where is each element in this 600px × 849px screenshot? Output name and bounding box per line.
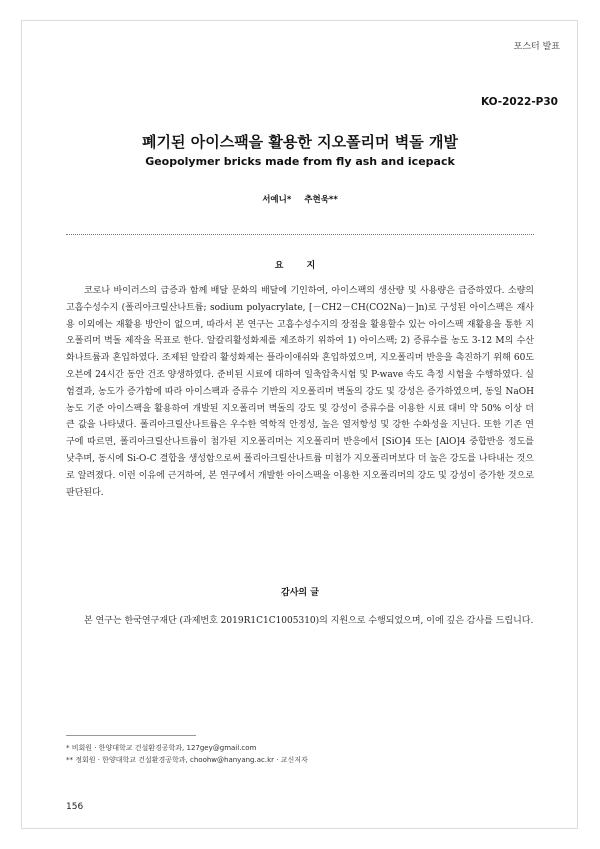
footnote: ** 정회원 · 한양대학교 건설환경공학과, choohw@hanyang.ac.kr · 교신저자 <box>66 756 308 764</box>
author-name: 추현욱** <box>304 195 338 205</box>
abstract-body: 코로나 바이러스의 급증과 함께 배달 문화의 배달에 기인하여, 아이스팩의 생산량 및 사용량은 급증하였다. 소량의 고흡수성수지 (폴리아크릴산나트륨; sodium polyacrylate, [－CH2－CH(CO2Na)－]n)로 구성된 아이스팩은 재사용 이외에는 재활용 방안이 없으며, 따라서 본 연구는 고흡수성수지의 장점을 활용할수 있는 아이스팩 재활용을 통한 지오폴리머 벽돌 제작을 목표로 한다. 알칼리활성화제를 제조하기 위하여 1) 아이스팩; 2) 증류수를 농도 3-12 M의 수산화나트륨과 혼입하였다. 조제된 알칼리 활성화제는 플라이애쉬와 혼입하였으며, 지오폴리머 반응을 촉진하기 위해 60도 오븐에 24시간 동안 건조 양생하였다. 준비된 시료에 대하여 일축압축시험 및 P-wave 속도 측정 시험을 수행하였다. 실험결과, 농도가 증가함에 따라 아이스팩과 증류수 기반의 지오폴리머 벽돌의 강도 및 강성은 증가하였으며, 동일 NaOH 농도 기준 아이스팩을 활용하여 개발된 지오폴리머 벽돌의 강도 및 강성이 증류수를 이용한 시료 대비 약 50% 이상 더 큰 값을 나타냈다. 폴리아크릴산나트륨은 우수한 역학적 안정성, 높은 열저항성 및 강한 수화성을 지닌다. 또한 기존 연구에 따르면, 폴리아크릴산나트륨이 첨가된 지오폴리머는 지오폴리머 반응에서 [SiO]4 또는 [AlO]4 중합반응 정도를 낮추며, 동시에 Si-O-C 결합을 생성함으로써 폴리아크릴산나트륨 미첨가 지오폴리머보다 더 높은 강도를 나타내는 것으로 알려졌다. 이런 이유에 근거하여, 본 연구에서 개발한 아이스팩을 이용한 지오폴리머의 강도 및 강성이 증가한 것으로 판단된다. <box>66 286 534 498</box>
acknowledgment-heading: 감사의 글 <box>281 588 319 598</box>
paper-code: KO-2022-P30 <box>480 96 558 108</box>
section-label: 포스터 발표 <box>513 42 560 52</box>
footnote: * 비회원 · 한양대학교 건설환경공학과, 127gey@gmail.com <box>66 744 257 752</box>
footnotes <box>66 742 308 766</box>
author-list <box>0 193 600 205</box>
footnote-divider <box>66 735 196 736</box>
acknowledgment-body: 본 연구는 한국연구재단 (과제번호 2019R1C1C1005310)의 지원으로 수행되었으며, 이에 깊은 감사를 드립니다. <box>84 616 534 626</box>
paper-title-korean: 폐기된 아이스팩을 활용한 지오폴리머 벽돌 개발 <box>142 133 458 151</box>
paper-title-english: Geopolymer bricks made from fly ash and icepack <box>145 155 455 168</box>
page-number: 156 <box>66 802 84 812</box>
author-name: 서예니* <box>262 195 292 205</box>
divider <box>66 234 534 235</box>
abstract-heading: 요 지 <box>274 261 326 271</box>
